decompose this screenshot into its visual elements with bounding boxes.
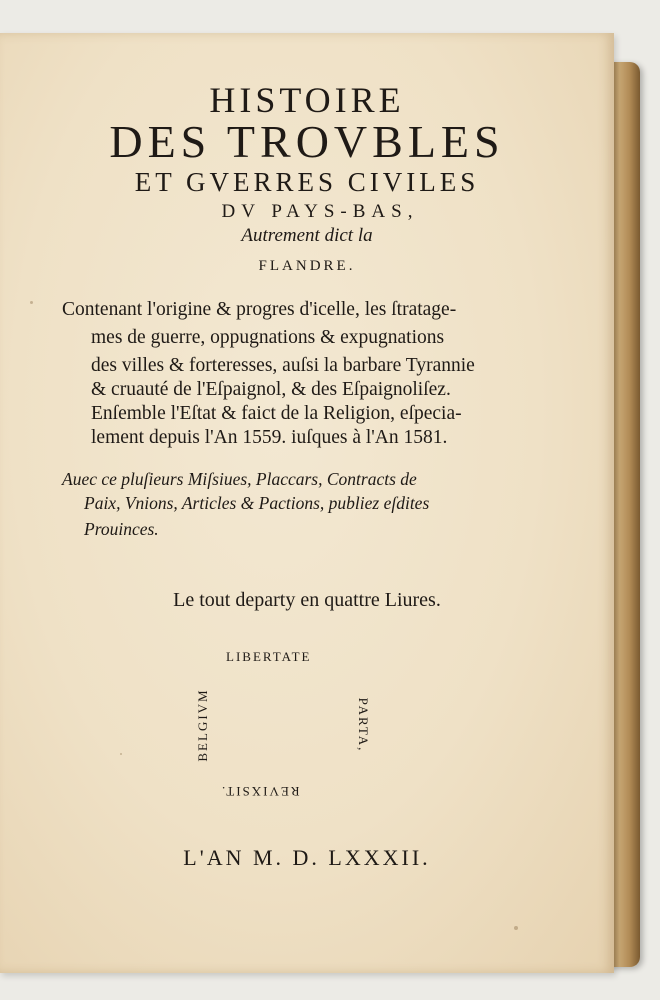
- printer-device-ornament: [184, 645, 384, 805]
- supplement-line-2: Paix, Vnions, Articles & Pactions, publiez eſdites: [84, 493, 430, 513]
- ornament-text-right: PARTA,: [356, 697, 371, 753]
- books-note: Le tout departy en quattre Liures.: [173, 589, 441, 611]
- paper-speck: [30, 301, 33, 304]
- title-line-histoire: HISTOIRE: [209, 80, 405, 120]
- imprint-date: L'AN M. D. LXXXII.: [183, 845, 431, 870]
- ornament-text-left: BELGIVM: [195, 688, 210, 762]
- title-page: [0, 33, 614, 973]
- paper-speck: [120, 753, 122, 755]
- supplement-line-1: Auec ce pluſieurs Miſsiues, Placcars, Contracts de: [62, 469, 417, 489]
- description-line-3: des villes & forteresses, auſsi la barbare Tyrannie: [91, 355, 475, 376]
- description-line-2: mes de guerre, oppugnations & expugnations: [91, 327, 445, 348]
- title-line-troubles: DES TROVBLES: [109, 116, 505, 167]
- title-line-pays-bas: DV PAYS-BAS,: [221, 201, 419, 222]
- description-line-1: Contenant l'origine & progres d'icelle, les ſtratage-: [62, 299, 457, 320]
- description-line-6: lement depuis l'An 1559. iuſques à l'An 1581.: [91, 427, 448, 448]
- description-line-4: & cruauté de l'Eſpaignol, & des Eſpaignoliſez.: [91, 379, 451, 400]
- title-line-guerres: ET GVERRES CIVILES: [134, 167, 480, 197]
- ornament-text-top: LIBERTATE: [226, 649, 312, 664]
- ornament-text-bottom: REVIXSIT.: [220, 784, 300, 799]
- supplement-line-3: Prouinces.: [84, 519, 159, 539]
- title-line-flandre: FLANDRE.: [258, 258, 356, 274]
- paper-speck: [514, 926, 518, 930]
- description-line-5: Enſemble l'Eſtat & faict de la Religion, eſpecia-: [91, 403, 462, 424]
- title-line-autrement: Autrement dict la: [241, 225, 373, 246]
